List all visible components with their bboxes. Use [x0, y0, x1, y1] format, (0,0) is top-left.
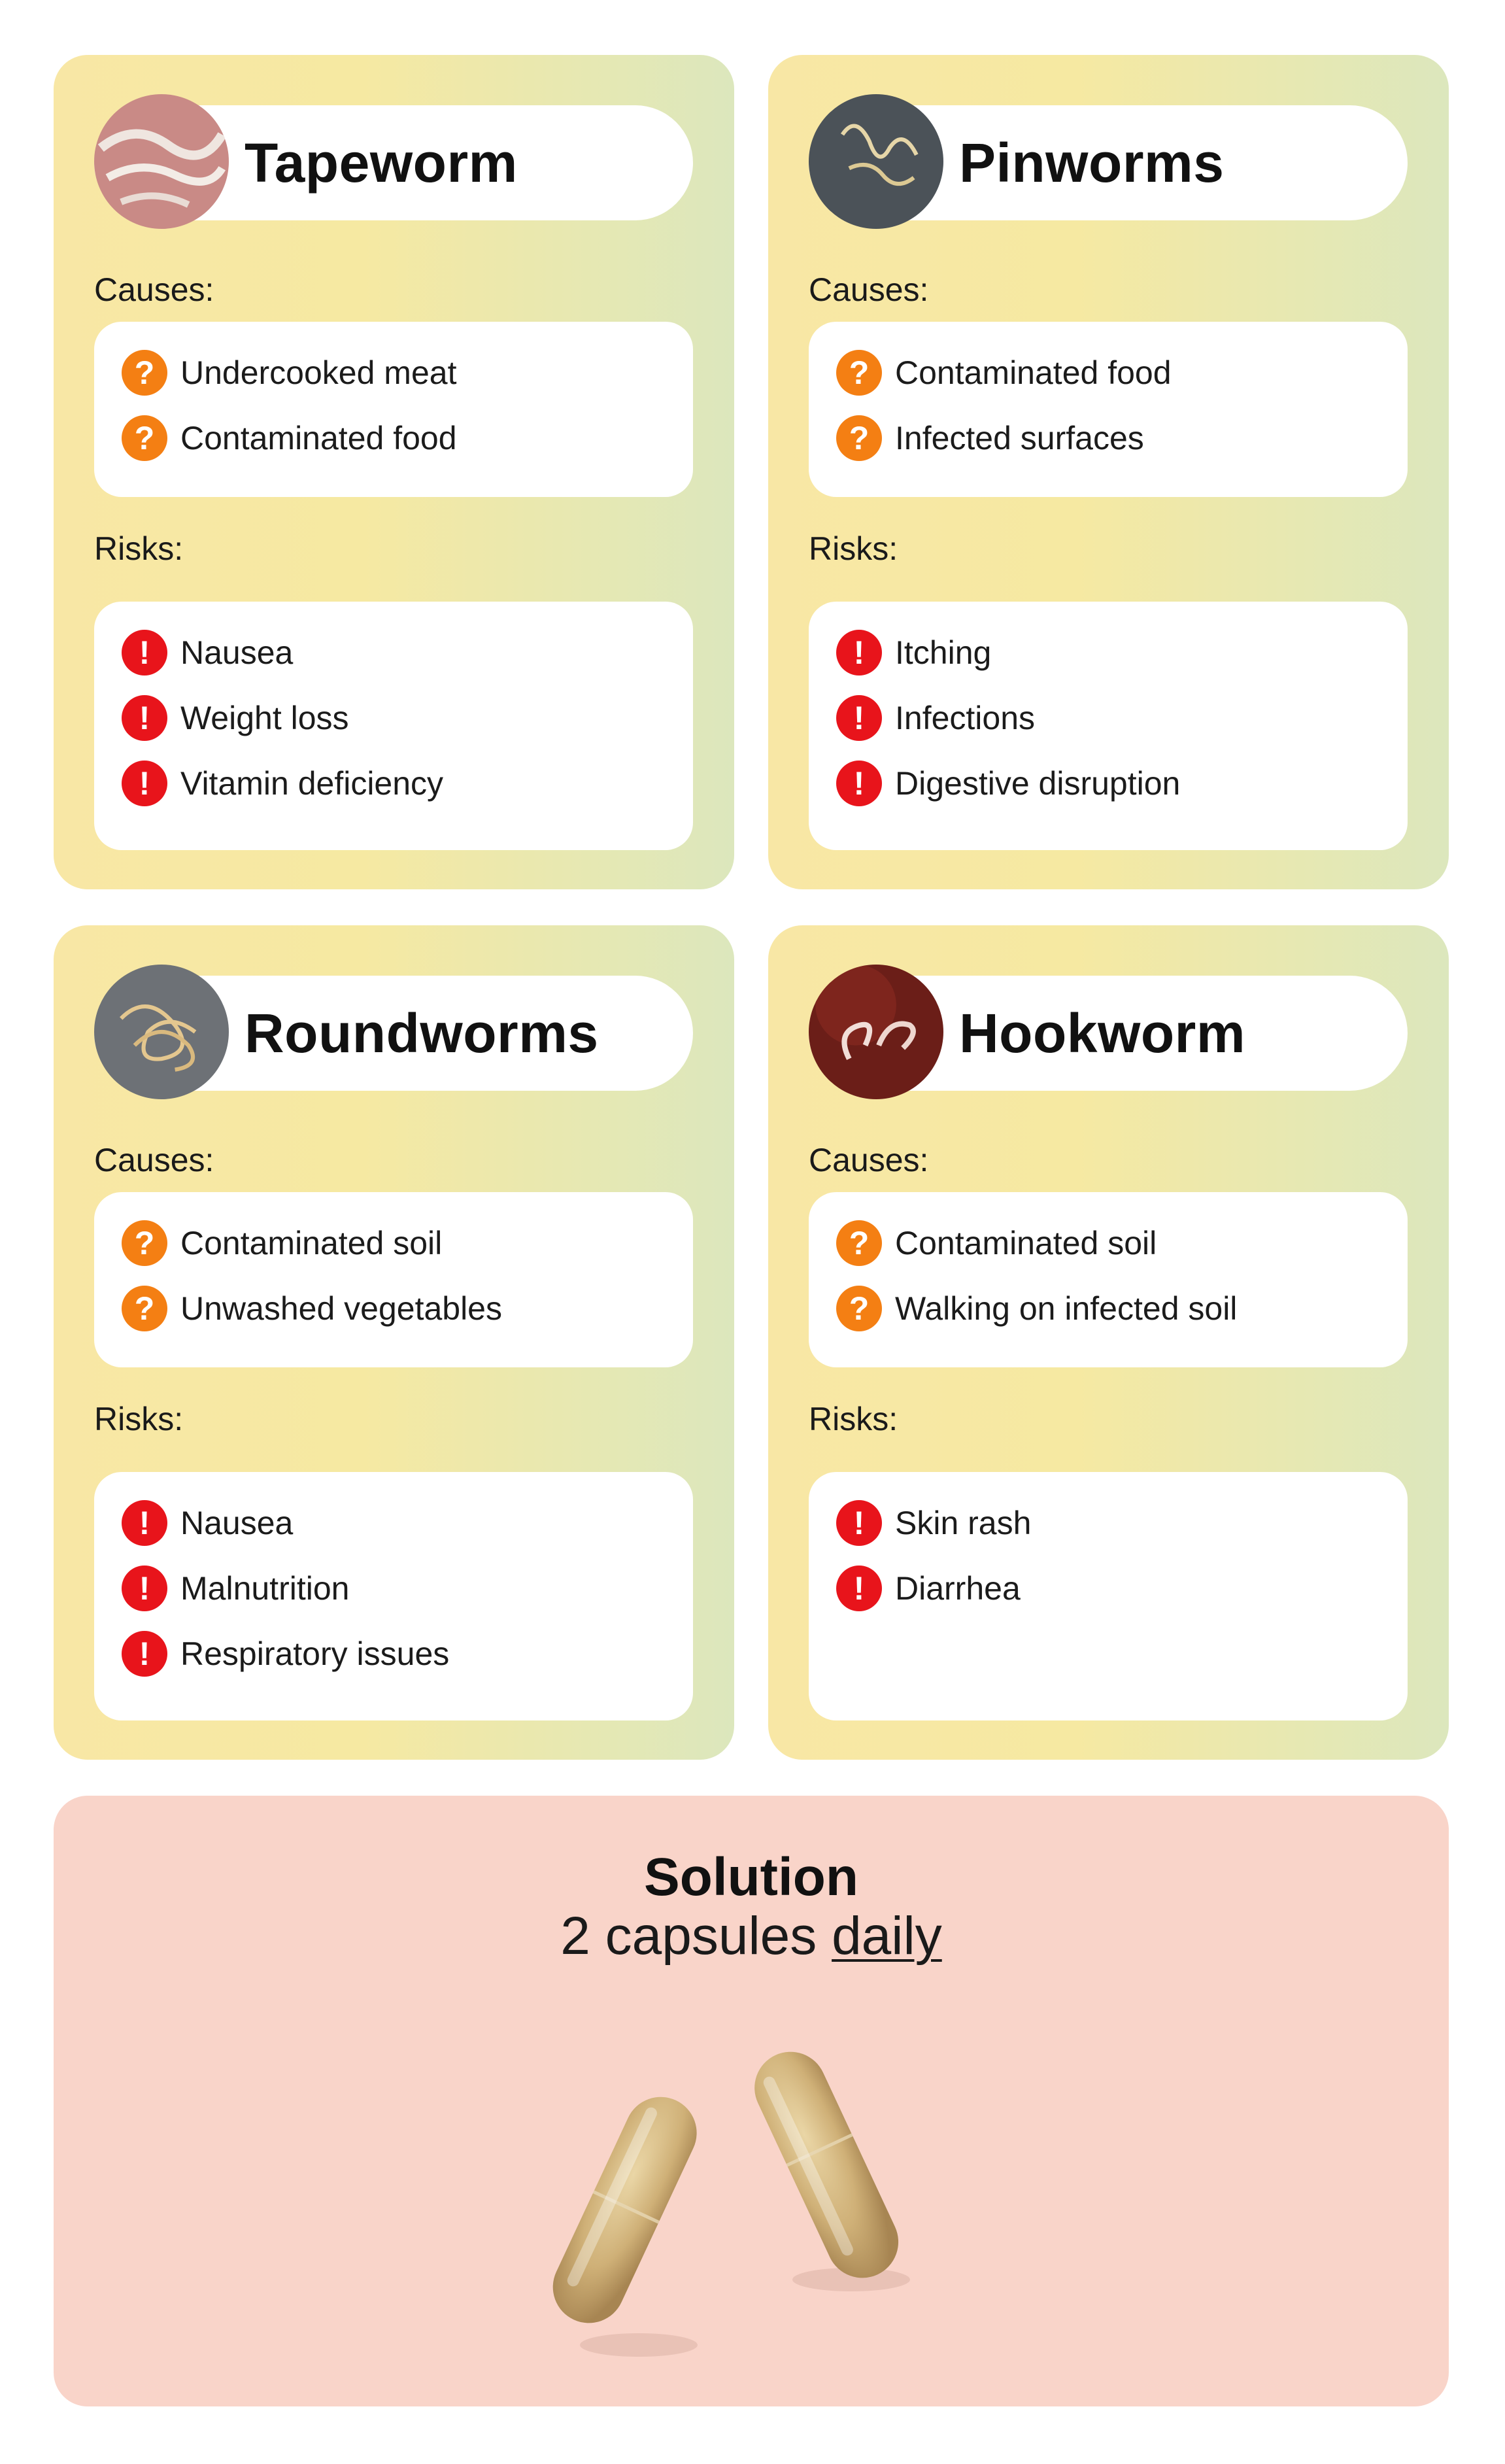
hookworm-card: [768, 925, 1449, 1760]
pinworms-photo: [809, 94, 943, 229]
risk-text: Malnutrition: [180, 1570, 350, 1607]
causes-label: Causes:: [809, 1142, 929, 1178]
exclamation-icon: !: [122, 695, 167, 741]
risk-text: Vitamin deficiency: [180, 765, 444, 802]
worm-name: Tapeworm: [245, 132, 518, 194]
cause-item: [836, 348, 1172, 398]
dosage-text: 2 capsules: [560, 1906, 817, 1966]
risk-text: Itching: [895, 634, 992, 671]
pinworms-card: [768, 55, 1449, 889]
exclamation-icon: !: [122, 1631, 167, 1677]
hookworm-photo: [809, 965, 943, 1099]
causes-list: [809, 1192, 1408, 1367]
risk-text: Nausea: [180, 1505, 294, 1541]
cause-item: [122, 413, 457, 463]
exclamation-icon: !: [836, 1500, 882, 1546]
question-icon: ?: [122, 350, 167, 396]
solution-panel: [54, 1796, 1449, 2406]
risk-text: Diarrhea: [895, 1570, 1021, 1607]
risk-item: [122, 693, 349, 743]
risk-text: Skin rash: [895, 1505, 1032, 1541]
exclamation-icon: !: [122, 1500, 167, 1546]
question-icon: ?: [836, 1220, 882, 1266]
risk-item: [122, 759, 443, 808]
risk-item: [836, 1564, 1021, 1613]
exclamation-icon: !: [836, 630, 882, 676]
risks-label: Risks:: [94, 530, 184, 567]
exclamation-icon: !: [122, 630, 167, 676]
risk-item: [122, 628, 293, 677]
exclamation-icon: !: [836, 695, 882, 741]
risk-text: Weight loss: [180, 700, 349, 736]
risk-text: Nausea: [180, 634, 294, 671]
solution-dosage: [54, 1906, 1449, 1967]
question-icon: ?: [836, 415, 882, 461]
cause-item: [836, 1218, 1157, 1268]
solution-title: Solution: [644, 1847, 858, 1907]
cause-text: Contaminated food: [180, 420, 457, 456]
question-icon: ?: [836, 350, 882, 396]
risks-list: [809, 602, 1408, 850]
causes-list: [94, 1192, 693, 1367]
cause-item: [122, 1284, 502, 1333]
risk-item: [836, 1498, 1031, 1548]
cause-text: Contaminated soil: [895, 1225, 1157, 1261]
cause-item: [122, 348, 456, 398]
roundworms-photo: [94, 965, 229, 1099]
question-icon: ?: [836, 1286, 882, 1331]
causes-list: [94, 322, 693, 497]
worm-name: Hookworm: [959, 1002, 1246, 1064]
cause-item: [836, 413, 1144, 463]
risks-list: [94, 602, 693, 850]
question-icon: ?: [122, 1220, 167, 1266]
risks-label: Risks:: [94, 1401, 184, 1437]
cause-text: Undercooked meat: [180, 354, 457, 391]
risk-item: [122, 1564, 349, 1613]
exclamation-icon: !: [122, 1566, 167, 1611]
risks-list: [809, 1472, 1408, 1720]
cause-text: Contaminated food: [895, 354, 1172, 391]
cause-text: Infected surfaces: [895, 420, 1144, 456]
risk-text: Respiratory issues: [180, 1635, 450, 1672]
risk-item: [836, 759, 1180, 808]
cause-text: Walking on infected soil: [895, 1290, 1238, 1327]
exclamation-icon: !: [836, 761, 882, 806]
tapeworm-card: [54, 55, 734, 889]
causes-label: Causes:: [94, 271, 214, 308]
cause-text: Contaminated soil: [180, 1225, 443, 1261]
capsules-image: [511, 1992, 1034, 2384]
worm-name: Pinworms: [959, 132, 1225, 194]
roundworms-card: [54, 925, 734, 1760]
exclamation-icon: !: [122, 761, 167, 806]
risk-item: [836, 628, 991, 677]
question-icon: ?: [122, 415, 167, 461]
risks-label: Risks:: [809, 1401, 898, 1437]
dosage-frequency: daily: [832, 1906, 942, 1966]
risks-list: [94, 1472, 693, 1720]
worm-name: Roundworms: [245, 1002, 599, 1064]
causes-label: Causes:: [809, 271, 929, 308]
cause-item: [122, 1218, 442, 1268]
risk-item: [122, 1629, 449, 1679]
risk-item: [836, 693, 1035, 743]
causes-label: Causes:: [94, 1142, 214, 1178]
cause-text: Unwashed vegetables: [180, 1290, 502, 1327]
risk-item: [122, 1498, 293, 1548]
exclamation-icon: !: [836, 1566, 882, 1611]
risks-label: Risks:: [809, 530, 898, 567]
risk-text: Infections: [895, 700, 1036, 736]
question-icon: ?: [122, 1286, 167, 1331]
causes-list: [809, 322, 1408, 497]
tapeworm-photo: [94, 94, 229, 229]
risk-text: Digestive disruption: [895, 765, 1181, 802]
cause-item: [836, 1284, 1237, 1333]
